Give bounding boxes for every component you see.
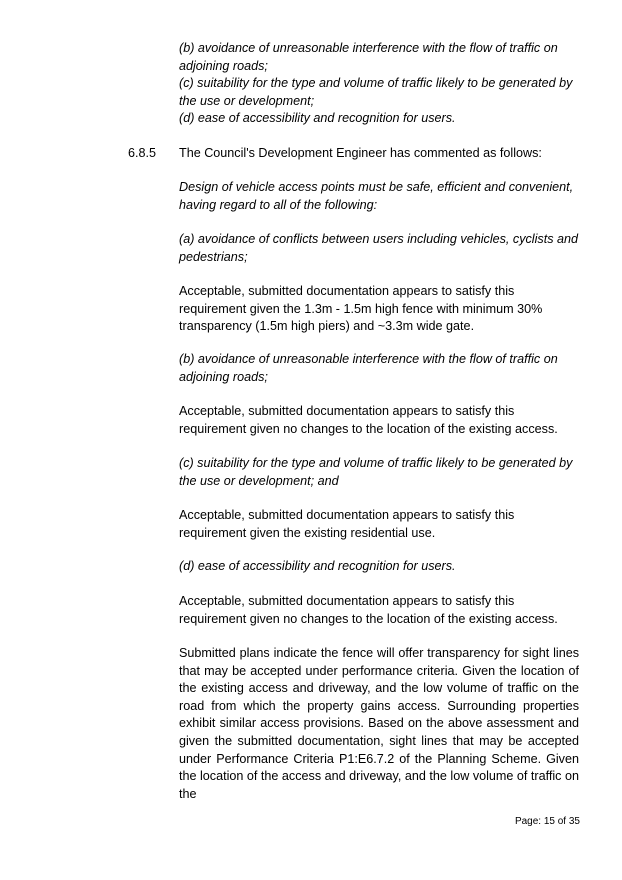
- page-number: Page: 15 of 35: [514, 816, 580, 827]
- section-number: 6.8.5: [128, 146, 157, 160]
- summary-paragraph: Submitted plans indicate the fence will offer transparency for sight lines that may be accepted under performance criteria. Given the location of the existing access and driveway, and the low volume of traffic on the road from which the property gains access. Surrounding properties exhibit similar access provisions. Based on the above assessment and given the submitted documentation, sight lines that may be accepted under Performance Criteria P1:E6.7.2 of the Planning Scheme. Given the location of the access and driveway, and the low volume of traffic on the: [179, 646, 579, 801]
- criterion-b-top: (b) avoidance of unreasonable interference with the flow of traffic on adjoining roads;: [179, 41, 558, 73]
- criterion-c: (c) suitability for the type and volume of traffic likely to be generated by the use or development; and: [179, 456, 573, 488]
- section-intro: The Council's Development Engineer has commented as follows:: [179, 146, 542, 160]
- response-a: Acceptable, submitted documentation appears to satisfy this requirement given the 1.3m - 1.5m high fence with minimum 30% transparency (1.5m high piers) and ~3.3m wide gate.: [179, 284, 543, 334]
- criterion-d: (d) ease of accessibility and recognition for users.: [179, 559, 456, 573]
- criterion-b: (b) avoidance of unreasonable interference with the flow of traffic on adjoining roads;: [179, 352, 558, 384]
- design-statement: Design of vehicle access points must be safe, efficient and convenient, having regard to all of the following:: [179, 180, 574, 212]
- response-c: Acceptable, submitted documentation appears to satisfy this requirement given the existing residential use.: [179, 508, 515, 540]
- response-d: Acceptable, submitted documentation appears to satisfy this requirement given no changes to the location of the existing access.: [179, 594, 558, 626]
- criterion-d-top: (d) ease of accessibility and recognition for users.: [179, 111, 456, 125]
- criterion-c-top: (c) suitability for the type and volume of traffic likely to be generated by the use or development;: [179, 76, 573, 108]
- criterion-a: (a) avoidance of conflicts between users including vehicles, cyclists and pedestrians;: [179, 232, 579, 264]
- response-b: Acceptable, submitted documentation appears to satisfy this requirement given no changes to the location of the existing access.: [179, 404, 558, 436]
